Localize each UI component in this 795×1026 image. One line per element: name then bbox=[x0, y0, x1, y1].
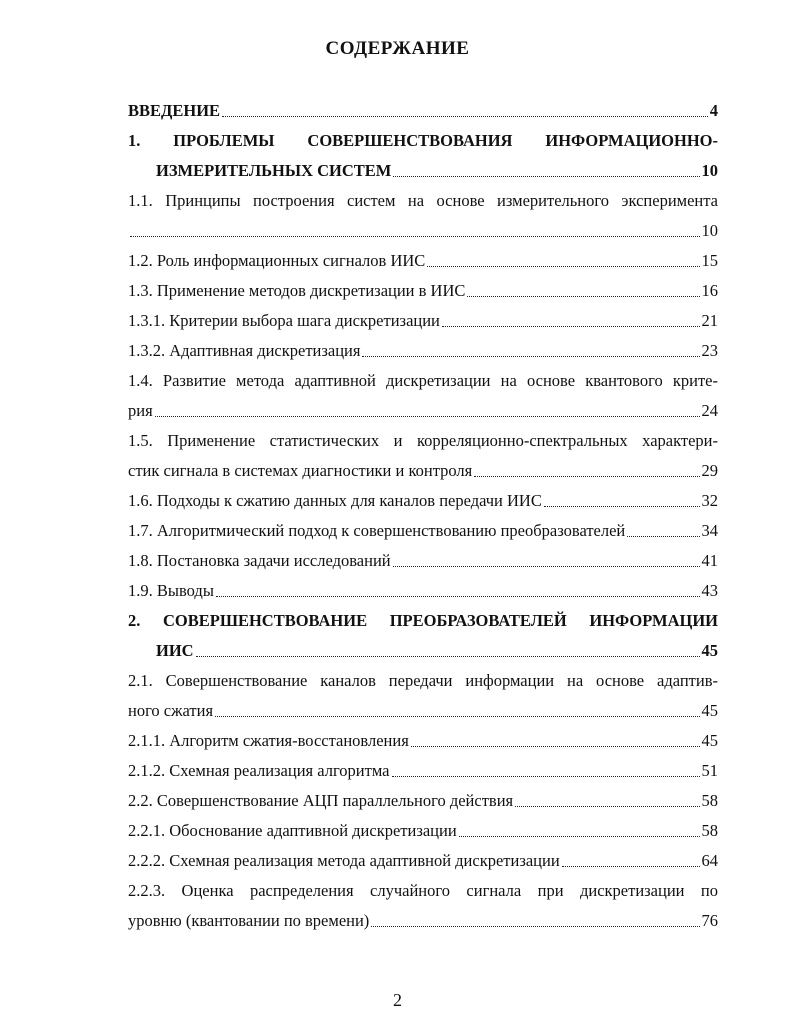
toc-entry-page: 51 bbox=[701, 761, 718, 780]
toc-entry-text: 1.3.1. Критерии выбора шага дискретизации bbox=[128, 311, 440, 330]
toc-entry-text: 1.8. Постановка задачи исследований bbox=[128, 551, 391, 570]
toc-entry-2-2[interactable] bbox=[128, 786, 718, 816]
leader-dots bbox=[627, 535, 699, 537]
toc-entry-1-5-line1[interactable]: 1.5. Применение статистических и корреляционно-спектральных характери- bbox=[128, 431, 718, 450]
toc-entry-page: 32 bbox=[701, 491, 718, 510]
leader-dots bbox=[196, 655, 700, 657]
toc-entry-1-1-line1[interactable]: 1.1. Принципы построения систем на основе измерительного эксперимента bbox=[128, 191, 718, 210]
toc-entry-text: 2.2.1. Обоснование адаптивной дискретизации bbox=[128, 821, 457, 840]
leader-dots bbox=[393, 565, 700, 567]
toc-entry-1-3[interactable] bbox=[128, 276, 718, 306]
toc-entry-2-1-2[interactable] bbox=[128, 756, 718, 786]
toc-entry-text: стик сигнала в системах диагностики и контроля bbox=[128, 461, 473, 480]
leader-dots bbox=[215, 715, 699, 717]
toc-entry-page: 58 bbox=[701, 791, 718, 810]
toc-entry-text: ИЗМЕРИТЕЛЬНЫХ СИСТЕМ bbox=[156, 161, 392, 180]
toc-entry-1-2[interactable] bbox=[128, 246, 718, 276]
toc-entry-1-8[interactable] bbox=[128, 546, 718, 576]
toc-entry-page: 10 bbox=[701, 221, 718, 240]
leader-dots bbox=[130, 235, 700, 237]
toc-entry-2-1-line1[interactable]: 2.1. Совершенствование каналов передачи информации на основе адаптив- bbox=[128, 671, 718, 690]
toc-entry-page: 58 bbox=[701, 821, 718, 840]
leader-dots bbox=[216, 595, 700, 597]
toc-entry-text: ВВЕДЕНИЕ bbox=[128, 101, 221, 120]
toc-entry-text: 1.2. Роль информационных сигналов ИИС bbox=[128, 251, 426, 270]
toc-entry-1-9[interactable] bbox=[128, 576, 718, 606]
toc-entry-page: 16 bbox=[701, 281, 718, 300]
toc-entry-2-2-2[interactable] bbox=[128, 846, 718, 876]
toc-entry-page: 21 bbox=[701, 311, 718, 330]
toc-entry-text: 2.2. Совершенствование АЦП параллельного действия bbox=[128, 791, 514, 810]
toc-entry-2-2-1[interactable] bbox=[128, 816, 718, 846]
leader-dots bbox=[155, 415, 700, 417]
toc-entry-page: 43 bbox=[701, 581, 718, 600]
toc-entry-1-4[interactable] bbox=[128, 396, 718, 426]
toc-entry-text: рия bbox=[128, 401, 153, 420]
toc-entry-text: ного сжатия bbox=[128, 701, 214, 720]
leader-dots bbox=[544, 505, 700, 507]
toc-entry-page: 64 bbox=[701, 851, 718, 870]
leader-dots bbox=[442, 325, 700, 327]
toc-entry-2-1[interactable] bbox=[128, 696, 718, 726]
toc-entry-ch2-line1[interactable]: 2. СОВЕРШЕНСТВОВАНИЕ ПРЕОБРАЗОВАТЕЛЕЙ ИНФОРМАЦИИ bbox=[128, 611, 718, 630]
toc-entry-page: 45 bbox=[701, 701, 718, 720]
leader-dots bbox=[392, 775, 700, 777]
page-number: 2 bbox=[393, 990, 402, 1010]
toc-entry-page: 41 bbox=[701, 551, 718, 570]
toc-entry-page: 23 bbox=[701, 341, 718, 360]
leader-dots bbox=[515, 805, 699, 807]
toc-entry-ch1[interactable] bbox=[128, 156, 718, 186]
toc-entry-1-7[interactable] bbox=[128, 516, 718, 546]
leader-dots bbox=[459, 835, 700, 837]
toc-entry-page: 10 bbox=[701, 161, 718, 180]
toc-entry-text: 1.7. Алгоритмический подход к совершенствованию преобразователей bbox=[128, 521, 626, 540]
toc-entry-text: 1.3.2. Адаптивная дискретизация bbox=[128, 341, 361, 360]
toc-entry-page: 34 bbox=[701, 521, 718, 540]
toc-entry-1-3-2[interactable] bbox=[128, 336, 718, 366]
leader-dots bbox=[467, 295, 699, 297]
toc-entry-ch2[interactable] bbox=[128, 636, 718, 666]
toc-entry-text: уровню (квантовании по времени) bbox=[128, 911, 370, 930]
leader-dots bbox=[562, 865, 700, 867]
toc-entry-2-2-3-line1[interactable]: 2.2.3. Оценка распределения случайного сигнала при дискретизации по bbox=[128, 881, 718, 900]
leader-dots bbox=[411, 745, 700, 747]
toc-entry-page: 45 bbox=[701, 731, 718, 750]
toc-entry-text: 1.6. Подходы к сжатию данных для каналов передачи ИИС bbox=[128, 491, 542, 510]
leader-dots bbox=[371, 925, 699, 927]
toc-entry-ch1-line1[interactable]: 1. ПРОБЛЕМЫ СОВЕРШЕНСТВОВАНИЯ ИНФОРМАЦИОННО- bbox=[128, 131, 718, 150]
toc-entry-page: 24 bbox=[701, 401, 718, 420]
leader-dots bbox=[393, 175, 699, 177]
toc-entry-text: 1.3. Применение методов дискретизации в ИИС bbox=[128, 281, 466, 300]
leader-dots bbox=[427, 265, 699, 267]
toc-entry-2-1-1[interactable] bbox=[128, 726, 718, 756]
toc-entry-page: 15 bbox=[701, 251, 718, 270]
toc-entry-page: 45 bbox=[701, 641, 718, 660]
toc-entry-1-5[interactable] bbox=[128, 456, 718, 486]
toc-entry-page: 4 bbox=[709, 101, 718, 120]
leader-dots bbox=[222, 115, 708, 117]
toc-entry-text: 2.2.2. Схемная реализация метода адаптивной дискретизации bbox=[128, 851, 560, 870]
table-of-contents bbox=[128, 96, 718, 936]
toc-entry-text: ИИС bbox=[156, 641, 194, 660]
toc-entry-intro[interactable] bbox=[128, 96, 718, 126]
toc-entry-page: 29 bbox=[701, 461, 718, 480]
toc-entry-1-1[interactable] bbox=[128, 216, 718, 246]
leader-dots bbox=[474, 475, 699, 477]
toc-entry-page: 76 bbox=[701, 911, 718, 930]
leader-dots bbox=[362, 355, 699, 357]
toc-entry-1-6[interactable] bbox=[128, 486, 718, 516]
toc-entry-2-2-3[interactable] bbox=[128, 906, 718, 936]
toc-entry-text: 2.1.1. Алгоритм сжатия-восстановления bbox=[128, 731, 409, 750]
toc-entry-1-4-line1[interactable]: 1.4. Развитие метода адаптивной дискретизации на основе квантового крите- bbox=[128, 371, 718, 390]
toc-entry-1-3-1[interactable] bbox=[128, 306, 718, 336]
toc-entry-text: 2.1.2. Схемная реализация алгоритма bbox=[128, 761, 390, 780]
page-title: СОДЕРЖАНИЕ bbox=[325, 38, 470, 59]
toc-entry-text: 1.9. Выводы bbox=[128, 581, 214, 600]
